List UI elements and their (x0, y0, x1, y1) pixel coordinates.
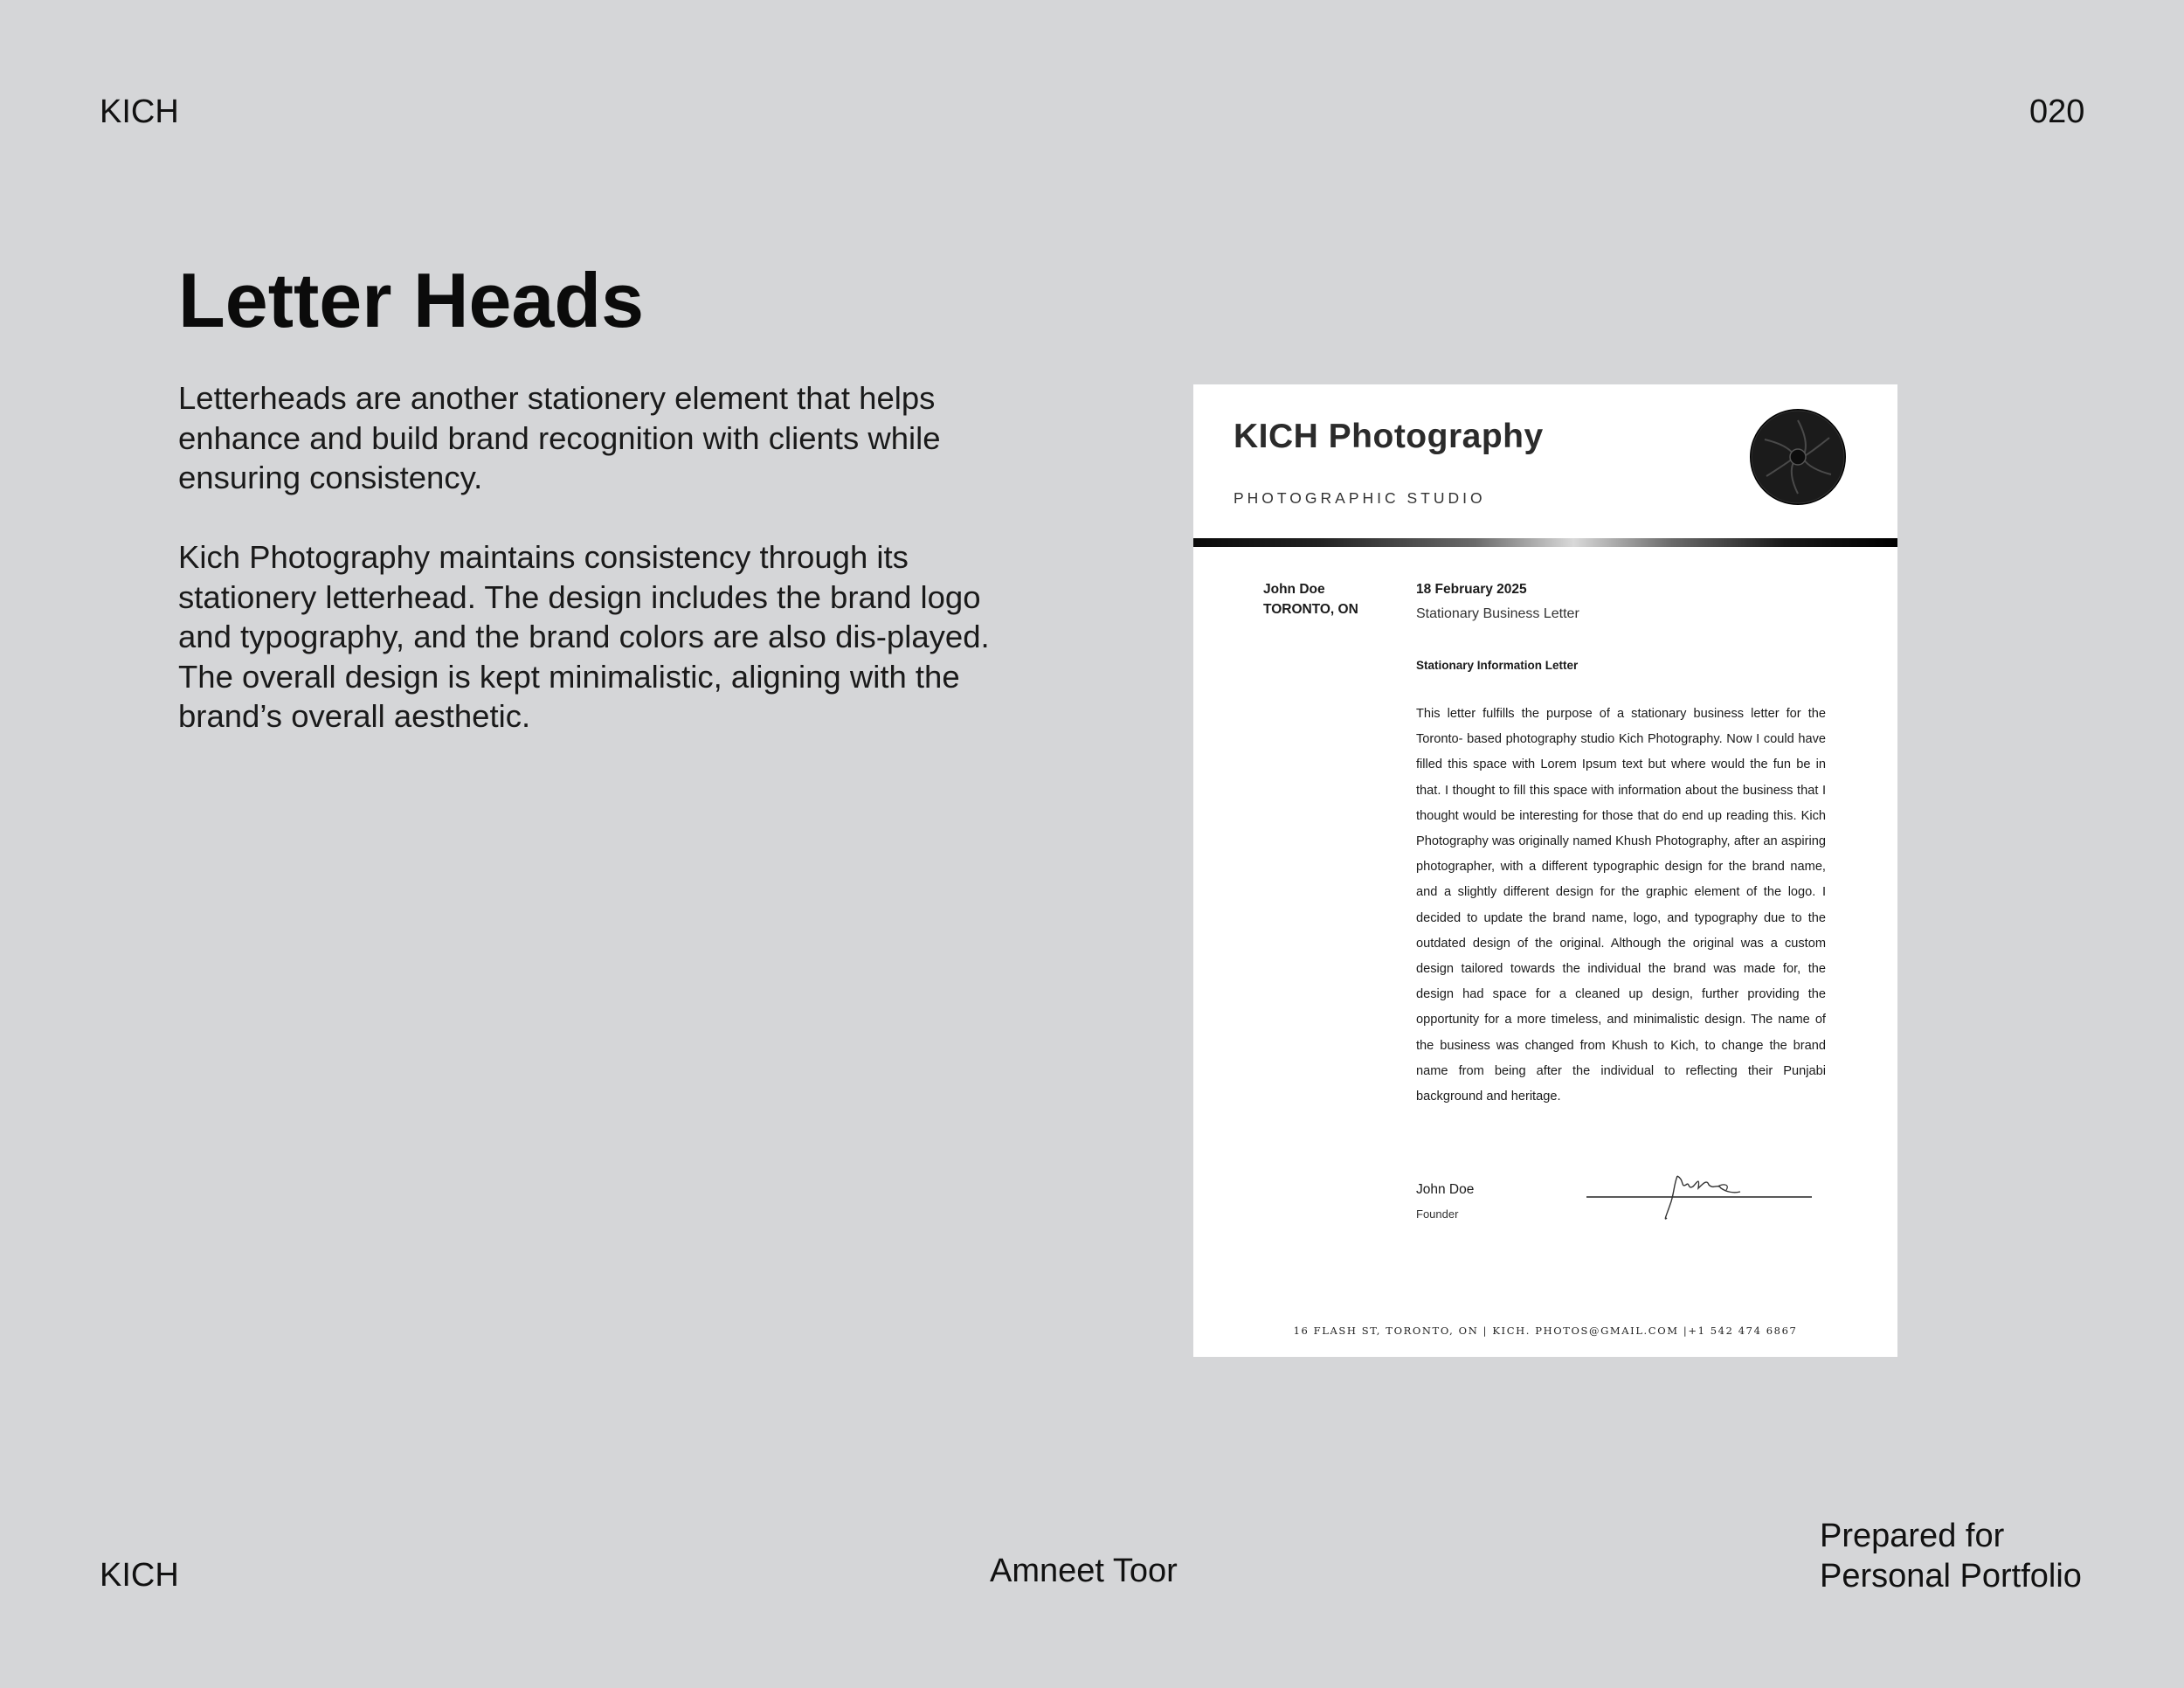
page-title: Letter Heads (178, 257, 645, 343)
signature (1586, 1167, 1818, 1230)
letterhead-tagline: PHOTOGRAPHIC STUDIO (1234, 489, 1486, 507)
prepared-line-1: Prepared for (1820, 1518, 2005, 1554)
sender-city: TORONTO, ON (1263, 602, 1358, 617)
letter-body: This letter fulfills the purpose of a stationary business letter for the Toronto- based photography studio Kich Photography. Now I could have filled this space with Lorem Ipsum text but where would the fun be in that. I thought to fill this space with information about the business that I thought would be interesting for those that do end up reading this. Kich Photography was originally named Khush Photography, after an aspiring photographer, with a different typographic design for the brand name, and a slightly different design for the graphic element of the logo. I decided to update the brand name, logo, and typography due to the outdated design of the original. Although the original was a custom design tailored towards the individual the brand was made for, the design had space for a cleaned up design, further providing the opportunity for a more timeless, and minimalistic design. The name of the business was changed from Khush to Kich, to change the brand name from being after the individual to reflecting their Punjabi background and heritage. (1416, 707, 1826, 1104)
page-number: 020 (2029, 93, 2085, 130)
intro-paragraph: Letterheads are another stationery element that helps enhance and build brand recognition with clients while ensuring consistency. (178, 380, 941, 495)
letterhead-brand-name: KICH Photography (1234, 418, 1544, 455)
letter-date: 18 February 2025 (1416, 582, 1527, 597)
detail-paragraph: Kich Photography maintains consistency through its stationery letterhead. The design includes the brand logo and typography, and the brand colors are also dis-played. The overall design is kept minimalistic, aligning with the brand’s overall aesthetic. (178, 539, 990, 734)
footer-author: Amneet Toor (990, 1553, 1178, 1589)
letterhead-preview (1193, 384, 1897, 1357)
signatory-name: John Doe (1416, 1182, 1475, 1197)
footer-prepared-for (1820, 1516, 2082, 1596)
letter-subject: Stationary Business Letter (1416, 606, 1579, 621)
sender-name: John Doe (1263, 582, 1325, 597)
footer-brand: KICH (100, 1557, 179, 1594)
letter-heading: Stationary Information Letter (1416, 659, 1579, 672)
header-brand: KICH (100, 93, 179, 130)
camera-aperture-icon (1749, 408, 1847, 506)
letterhead-divider (1193, 538, 1897, 547)
prepared-line-2: Personal Portfolio (1820, 1558, 2082, 1595)
letterhead-footer: 16 FLASH ST, TORONTO, ON | KICH. PHOTOS@GMAIL.COM |+1 542 474 6867 (1293, 1325, 1798, 1337)
signatory-title: Founder (1416, 1207, 1459, 1221)
